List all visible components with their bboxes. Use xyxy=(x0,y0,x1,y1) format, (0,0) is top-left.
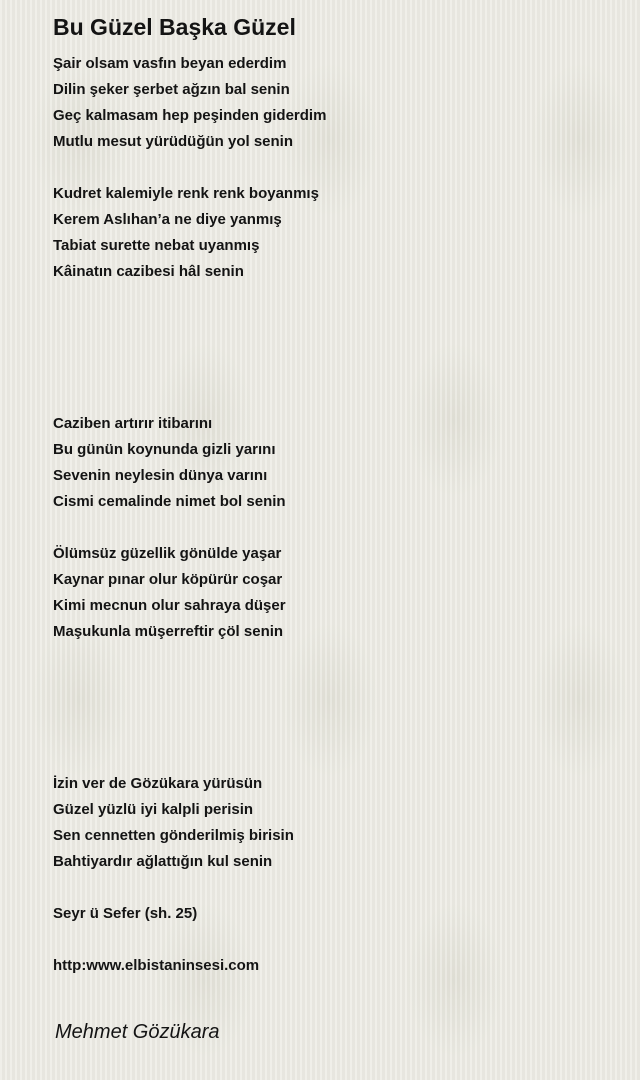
poem-line: Bu günün koynunda gizli yarını xyxy=(53,441,276,458)
poem-source: Seyr ü Sefer (sh. 25) xyxy=(53,905,198,922)
poem-author: Mehmet Gözükara xyxy=(55,1021,220,1043)
poem-line: Güzel yüzlü iyi kalpli perisin xyxy=(53,801,254,818)
poem-line: Bahtiyardır ağlattığın kul senin xyxy=(53,853,273,870)
poem-line: Şair olsam vasfın beyan ederdim xyxy=(53,55,287,72)
poem-line: Kaynar pınar olur köpürür coşar xyxy=(53,571,283,588)
poem-line: Dilin şeker şerbet ağzın bal senin xyxy=(53,81,290,98)
poem-title: Bu Güzel Başka Güzel xyxy=(53,14,296,40)
poem-line: Maşukunla müşerreftir çöl senin xyxy=(53,623,284,640)
poem-line: Geç kalmasam hep peşinden giderdim xyxy=(53,107,327,124)
poem-line: Sevenin neylesin dünya varını xyxy=(53,467,268,484)
poem-line: Ölümsüz güzellik gönülde yaşar xyxy=(53,545,282,562)
poem-line: Cismi cemalinde nimet bol senin xyxy=(53,493,286,510)
poem-line: İzin ver de Gözükara yürüsün xyxy=(53,775,263,792)
poem-line: Sen cennetten gönderilmiş birisin xyxy=(53,827,294,844)
poem-line: Kimi mecnun olur sahraya düşer xyxy=(53,597,286,614)
poem-line: Tabiat surette nebat uyanmış xyxy=(53,237,260,254)
poem-line: Kâinatın cazibesi hâl senin xyxy=(53,263,244,280)
poem-line: Caziben artırır itibarını xyxy=(53,415,213,432)
poem-line: Mutlu mesut yürüdüğün yol senin xyxy=(53,133,293,150)
poem-line: Kerem Aslıhan’a ne diye yanmış xyxy=(53,211,282,228)
poem-line: Kudret kalemiyle renk renk boyanmış xyxy=(53,185,319,202)
source-url: http:www.elbistaninsesi.com xyxy=(53,957,260,974)
